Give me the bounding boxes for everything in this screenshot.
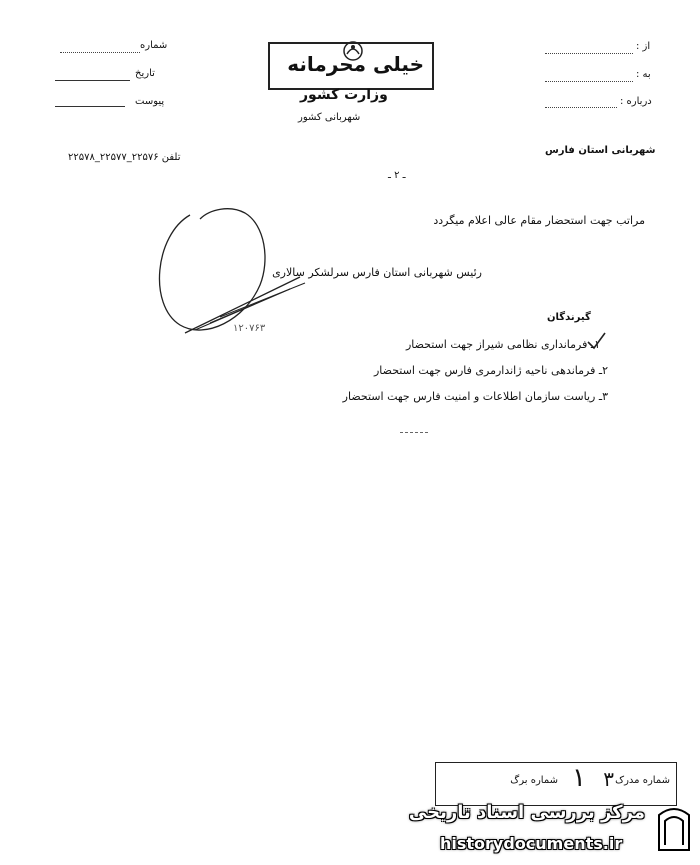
to-field: [545, 81, 633, 82]
recipient-item-2: ۲ـ فرماندهی ناحیه ژاندارمری فارس جهت استحضار: [374, 364, 608, 377]
attachment-field: [55, 106, 125, 107]
page-number: ۱: [572, 763, 586, 793]
page-label: شماره برگ: [510, 775, 558, 786]
ministry-title: وزارت کشور: [300, 87, 388, 103]
department-title: شهربانی کشور: [298, 112, 361, 123]
recipient-item-1: ۱ـ فرمانداری نظامی شیراز جهت استحضار: [405, 338, 600, 351]
subject-label: درباره :: [620, 96, 652, 107]
doc-number-label: شماره مدرک: [615, 775, 670, 786]
handwritten-signature: [150, 205, 310, 340]
archive-logo-icon: [655, 805, 693, 855]
classification-text: خیلی محرمانه: [287, 52, 424, 76]
watermark-name: مرکز بررسی اسناد تاریخی: [408, 802, 645, 823]
to-label: به :: [636, 69, 651, 80]
recipient-item-3: ۳ـ ریاست سازمان اطلاعات و امنیت فارس جهت استحضار: [342, 390, 608, 403]
watermark-url: historydocuments.ir: [440, 834, 623, 853]
attachment-label: پیوست: [135, 96, 165, 107]
signature-number: ۱۲۰۷۶۳: [233, 323, 266, 334]
recipients-heading: گیرندگان: [547, 312, 591, 323]
date-field: [55, 80, 130, 81]
body-line-1: مراتب جهت استحضار مقام عالی اعلام میگردد: [433, 214, 645, 227]
from-label: از :: [636, 41, 651, 52]
doc-number: ۳: [603, 767, 614, 791]
number-label: شماره: [140, 40, 168, 51]
end-marker: [400, 432, 428, 433]
date-label: تاریخ: [135, 68, 155, 79]
from-field: [545, 53, 633, 54]
sender-office: شهربانی استان فارس: [545, 145, 656, 156]
lion-emblem-icon: [342, 40, 364, 62]
body-line-2: رئیس شهربانی استان فارس سرلشکر سالاری: [272, 266, 482, 279]
watermark: [410, 800, 695, 860]
number-field: [60, 52, 140, 53]
subject-field: [545, 107, 617, 108]
page-marker: ـ ۲ ـ: [388, 170, 406, 181]
phone-numbers: تلفن ۲۲۵۷۶_۲۲۵۷۷_۲۲۵۷۸: [68, 152, 181, 163]
